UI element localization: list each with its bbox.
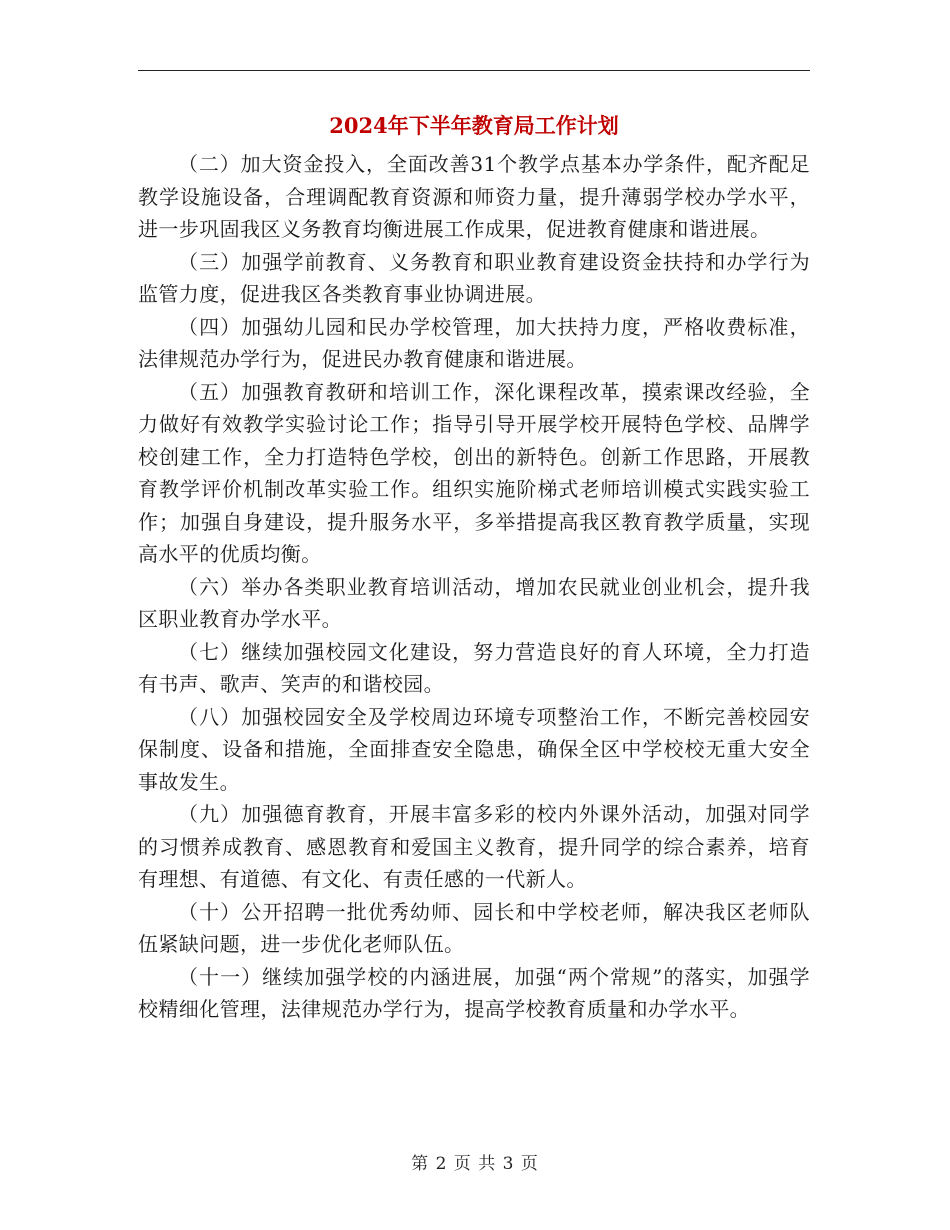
- document-title: 2024年下半年教育局工作计划: [329, 113, 619, 138]
- paragraph-9: （九）加强德育教育，开展丰富多彩的校内外课外活动，加强对同学的习惯养成教育、感恩教育和爱国主义教育，提升同学的综合素养，培育有理想、有道德、有文化、有责任感的一代新人。: [138, 802, 810, 891]
- paragraph-8: （八）加强校园安全及学校周边环境专项整治工作，不断完善校园安保制度、设备和措施，全面排查安全隐患，确保全区中学校校无重大安全事故发生。: [138, 704, 810, 794]
- page-label-prefix: 第: [411, 1154, 430, 1174]
- paragraph-5: （五）加强教育教研和培训工作，深化课程改革，摸索课改经验，全力做好有效教学实验讨论工作；指导引导开展学校开展特色学校、品牌学校创建工作，全力打造特色学校，创出的新特色。创新工作思路，开展教育教学评价机制改革实验工作。组织实施阶梯式老师培训模式实践实验工作；加强自身建设，提升服务水平，多举措提高我区教育教学质量，实现高水平的优质均衡。: [138, 379, 810, 566]
- page-total: 3: [502, 1154, 515, 1174]
- page-label-mid: 页 共: [453, 1154, 497, 1174]
- paragraph-2: （二）加大资金投入，全面改善31个教学点基本办学条件，配齐配足教学设施设备，合理调配教育资源和师资力量，提升薄弱学校办学水平，进一步巩固我区义务教育均衡进展工作成果，促进教育健康和谐进展。: [138, 152, 810, 241]
- header-rule: [138, 70, 810, 71]
- paragraph-10: （十）公开招聘一批优秀幼师、园长和中学校老师，解决我区老师队伍紧缺问题，进一步优化老师队伍。: [138, 899, 810, 956]
- page-current: 2: [435, 1154, 448, 1174]
- document-body: [138, 148, 810, 1026]
- page-label-suffix: 页: [520, 1154, 539, 1174]
- page-footer: [0, 1152, 950, 1176]
- paragraph-6: （六）举办各类职业教育培训活动，增加农民就业创业机会，提升我区职业教育办学水平。: [138, 574, 810, 631]
- paragraph-11: （十一）继续加强学校的内涵进展，加强“两个常规”的落实，加强学校精细化管理，法律规范办学行为，提高学校教育质量和办学水平。: [138, 964, 810, 1021]
- paragraph-4: （四）加强幼儿园和民办学校管理，加大扶持力度，严格收费标准，法律规范办学行为，促进民办教育健康和谐进展。: [138, 314, 810, 371]
- paragraph-7: （七）继续加强校园文化建设，努力营造良好的育人环境，全力打造有书声、歌声、笑声的和谐校园。: [138, 639, 810, 696]
- paragraph-3: （三）加强学前教育、义务教育和职业教育建设资金扶持和办学行为监管力度，促进我区各类教育事业协调进展。: [138, 249, 810, 306]
